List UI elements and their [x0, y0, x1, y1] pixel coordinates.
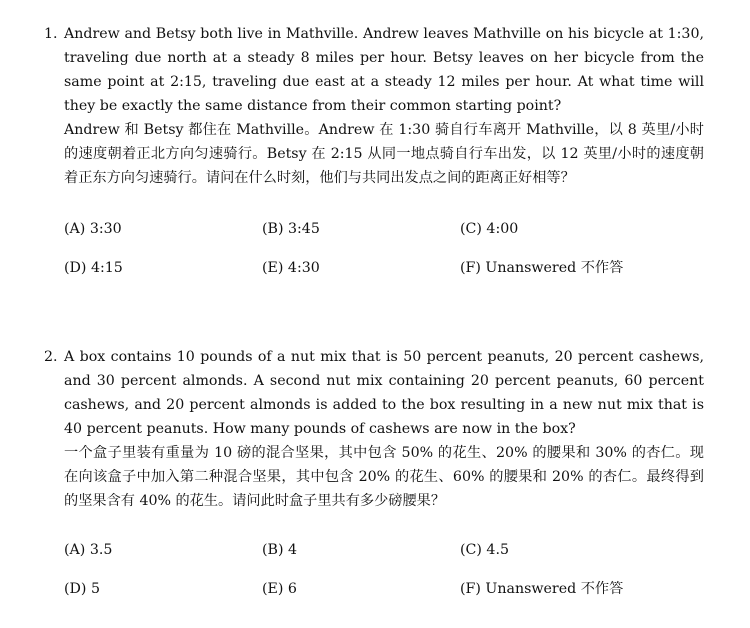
choice-a: (A) 3.5 — [64, 542, 113, 558]
choice-f: (F) Unanswered 不作答 — [460, 581, 624, 597]
choice-f: (F) Unanswered 不作答 — [460, 260, 624, 276]
problem-text — [64, 345, 704, 513]
choice-d: (D) 4:15 — [64, 260, 123, 276]
problem-number: 1. — [44, 26, 58, 42]
problem-text-english: A box contains 10 pounds of a nut mix that is 50 percent peanuts, 20 percent cashews, and 30 percent almonds. A second nut mix containing 20 percent peanuts, 60 percent cashews, and 20 percent almonds is added to the box resulting in a new nut mix that is 40 percent peanuts. How many pounds of cashews are now in the box? — [64, 349, 704, 437]
choice-c: (C) 4.5 — [460, 542, 509, 558]
problem-text-chinese: Andrew 和 Betsy 都住在 Mathville。Andrew 在 1:30 骑自行车离开 Mathville，以 8 英里/小时的速度朝着正北方向匀速骑行。Betsy 在 2:15 从同一地点骑自行车出发，以 12 英里/小时的速度朝着正东方向匀速骑行。请问在什么时刻，他们与共同出发点之间的距离正好相等？ — [64, 122, 704, 186]
problem-text-english: Andrew and Betsy both live in Mathville. Andrew leaves Mathville on his bicycle at 1:30, traveling due north at a steady 8 miles per hour. Betsy leaves on her bicycle from the same point at 2:15, traveling due east at a steady 12 miles per hour. At what time will they be exactly the same distance from their common starting point? — [64, 26, 704, 114]
choice-e: (E) 6 — [262, 581, 297, 597]
problem-text-chinese: 一个盒子里装有重量为 10 磅的混合坚果，其中包含 50% 的花生、20% 的腰果和 30% 的杏仁。现在向该盒子中加入第二种混合坚果，其中包含 20% 的花生、60% 的腰果和 20% 的杏仁。最终得到的坚果含有 40% 的花生。请问此时盒子里共有多少磅腰果？ — [64, 445, 704, 509]
choice-a: (A) 3:30 — [64, 221, 122, 237]
problem-text — [64, 22, 704, 190]
choice-b: (B) 3:45 — [262, 221, 320, 237]
choice-b: (B) 4 — [262, 542, 298, 558]
choice-d: (D) 5 — [64, 581, 100, 597]
problem-number: 2. — [44, 349, 58, 365]
choice-c: (C) 4:00 — [460, 221, 519, 237]
choice-e: (E) 4:30 — [262, 260, 320, 276]
